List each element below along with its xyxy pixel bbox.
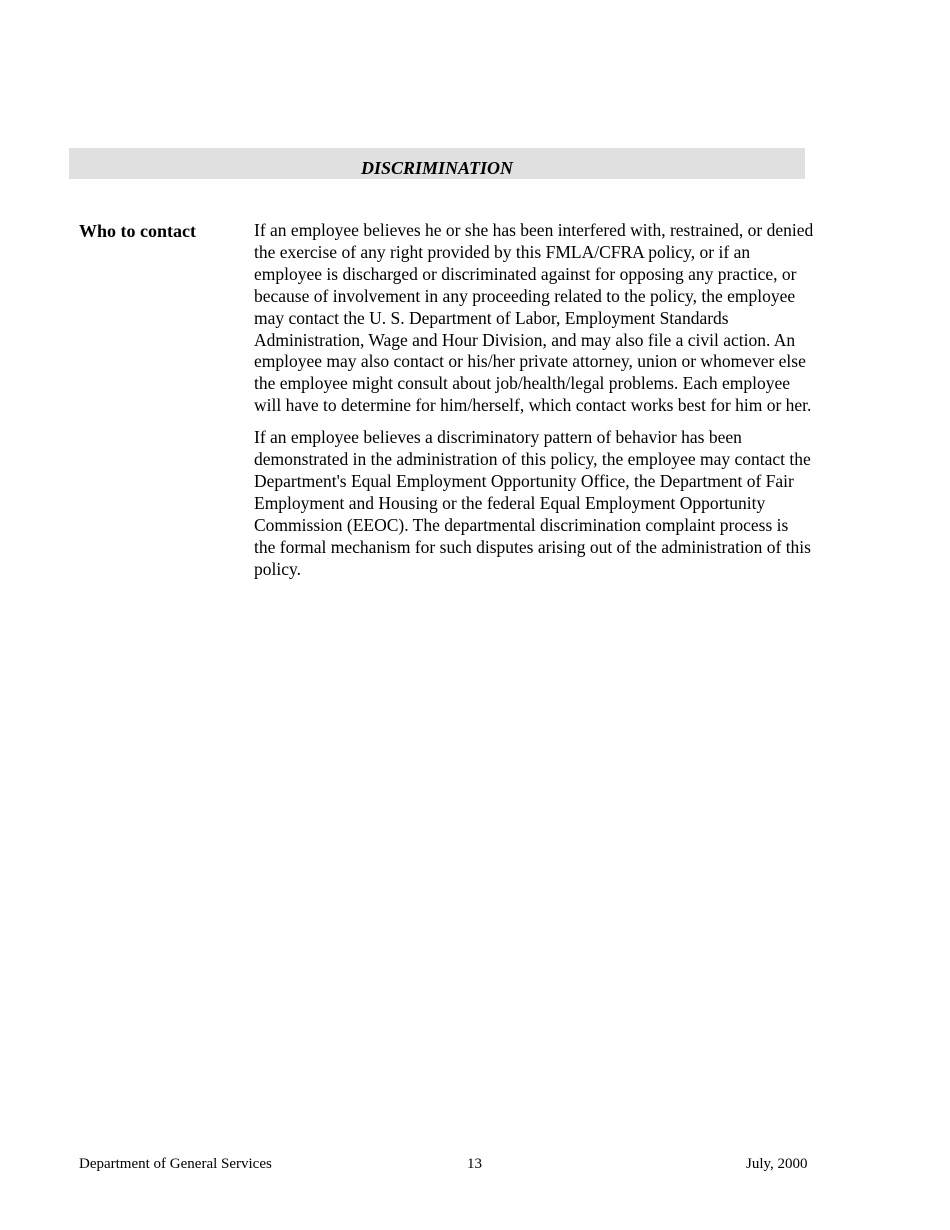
paragraph-2: If an employee believes a discriminatory pattern of behavior has been demonstrated in the administration of this policy, the employee may contact the Department's Equal Employment Opportunity Office, the Department of Fair Employment and Housing or the federal Equal Employment Opportunity Commission (EEOC). The departmental discrimination complaint process is the formal mechanism for such disputes arising out of the administration of this policy. [254, 427, 811, 579]
footer-department: Department of General Services [79, 1156, 272, 1172]
footer-date: July, 2000 [746, 1156, 808, 1172]
side-label-who-to-contact: Who to contact [79, 221, 196, 241]
body-text-column [254, 220, 814, 591]
section-header-bar [69, 148, 805, 179]
section-title: DISCRIMINATION [360, 157, 514, 178]
footer-page-number: 13 [467, 1156, 482, 1172]
paragraph-1: If an employee believes he or she has been interfered with, restrained, or denied the exercise of any right provided by this FMLA/CFRA policy, or if an employee is discharged or discriminated against for opposing any practice, or because of involvement in any proceeding related to the policy, the employee may contact the U. S. Department of Labor, Employment Standards Administration, Wage and Hour Division, and may also file a civil action. An employee may also contact or his/her private attorney, union or whomever else the employee might consult about job/health/legal problems. Each employee will have to determine for him/herself, which contact works best for him or her. [254, 220, 814, 416]
